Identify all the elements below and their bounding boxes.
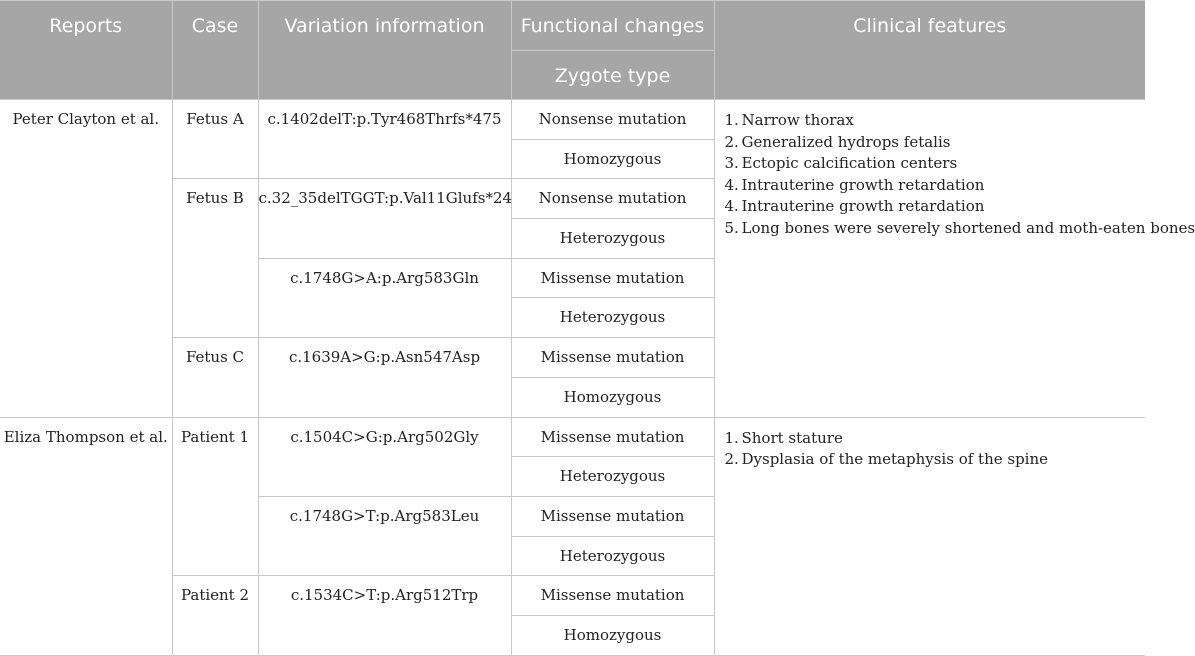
clinical-features-list	[725, 110, 1146, 239]
clinical-feature-item	[725, 132, 1146, 154]
table-header	[0, 1, 1145, 100]
case-cell: Patient 2	[172, 576, 258, 655]
header-clinical-features: Clinical features	[714, 1, 1145, 100]
header-case: Case	[172, 1, 258, 100]
header-zygote-type: Zygote type	[511, 51, 714, 100]
case-cell: Patient 1	[172, 417, 258, 576]
zygote-type-cell: Homozygous	[511, 615, 714, 655]
case-cell: Fetus B	[172, 179, 258, 338]
clinical-feature-text: Ectopic calcification centers	[742, 154, 958, 172]
variation-cell: c.1639A>G:p.Asn547Asp	[258, 338, 511, 417]
functional-change-cell: Missense mutation	[511, 576, 714, 616]
clinical-feature-number: 4.	[725, 175, 742, 197]
variation-cell: c.1504C>G:p.Arg502Gly	[258, 417, 511, 496]
clinical-feature-number: 1.	[725, 110, 742, 132]
variation-cell: c.1748G>A:p.Arg583Gln	[258, 258, 511, 337]
variation-cell: c.1748G>T:p.Arg583Leu	[258, 496, 511, 575]
clinical-feature-item	[725, 428, 1146, 450]
report-cell: Peter Clayton et al.	[0, 100, 172, 418]
clinical-feature-item	[725, 449, 1146, 471]
clinical-feature-text: Generalized hydrops fetalis	[742, 133, 951, 151]
clinical-feature-text: Dysplasia of the metaphysis of the spine	[742, 450, 1049, 468]
table-body	[0, 100, 1145, 656]
functional-change-cell: Missense mutation	[511, 258, 714, 298]
zygote-type-cell: Homozygous	[511, 377, 714, 417]
clinical-feature-number: 3.	[725, 153, 742, 175]
clinical-feature-item	[725, 175, 1146, 197]
clinical-feature-text: Short stature	[742, 429, 843, 447]
functional-change-cell: Missense mutation	[511, 417, 714, 457]
variation-cell: c.32_35delTGGT:p.Val11Glufs*24	[258, 179, 511, 258]
clinical-feature-item	[725, 153, 1146, 175]
variation-cell: c.1402delT:p.Tyr468Thrfs*475	[258, 100, 511, 179]
clinical-feature-text: Long bones were severely shortened and moth-eaten bones	[742, 219, 1195, 237]
clinical-feature-text: Intrauterine growth retardation	[742, 176, 985, 194]
clinical-feature-text: Narrow thorax	[742, 111, 854, 129]
clinical-feature-item	[725, 218, 1146, 240]
functional-change-cell: Missense mutation	[511, 338, 714, 378]
zygote-type-cell: Homozygous	[511, 139, 714, 179]
variation-cell: c.1534C>T:p.Arg512Trp	[258, 576, 511, 655]
case-cell: Fetus A	[172, 100, 258, 179]
functional-change-cell: Nonsense mutation	[511, 100, 714, 140]
clinical-feature-item	[725, 196, 1146, 218]
clinical-feature-number: 1.	[725, 428, 742, 450]
clinical-features-list	[725, 428, 1146, 471]
clinical-feature-number: 5.	[725, 218, 742, 240]
clinical-feature-number: 2.	[725, 132, 742, 154]
table-row	[0, 417, 1145, 457]
report-cell: Eliza Thompson et al.	[0, 417, 172, 655]
clinical-features-cell	[714, 417, 1145, 655]
clinical-feature-number: 2.	[725, 449, 742, 471]
header-functional-changes: Functional changes	[511, 1, 714, 51]
header-reports: Reports	[0, 1, 172, 100]
clinical-feature-item	[725, 110, 1146, 132]
functional-change-cell: Missense mutation	[511, 496, 714, 536]
zygote-type-cell: Heterozygous	[511, 298, 714, 338]
clinical-features-cell	[714, 100, 1145, 418]
clinical-feature-number: 4.	[725, 196, 742, 218]
table-row	[0, 100, 1145, 140]
clinical-feature-text: Intrauterine growth retardation	[742, 197, 985, 215]
zygote-type-cell: Heterozygous	[511, 457, 714, 497]
functional-change-cell: Nonsense mutation	[511, 179, 714, 219]
zygote-type-cell: Heterozygous	[511, 219, 714, 259]
zygote-type-cell: Heterozygous	[511, 536, 714, 576]
case-cell: Fetus C	[172, 338, 258, 417]
header-variation: Variation information	[258, 1, 511, 100]
